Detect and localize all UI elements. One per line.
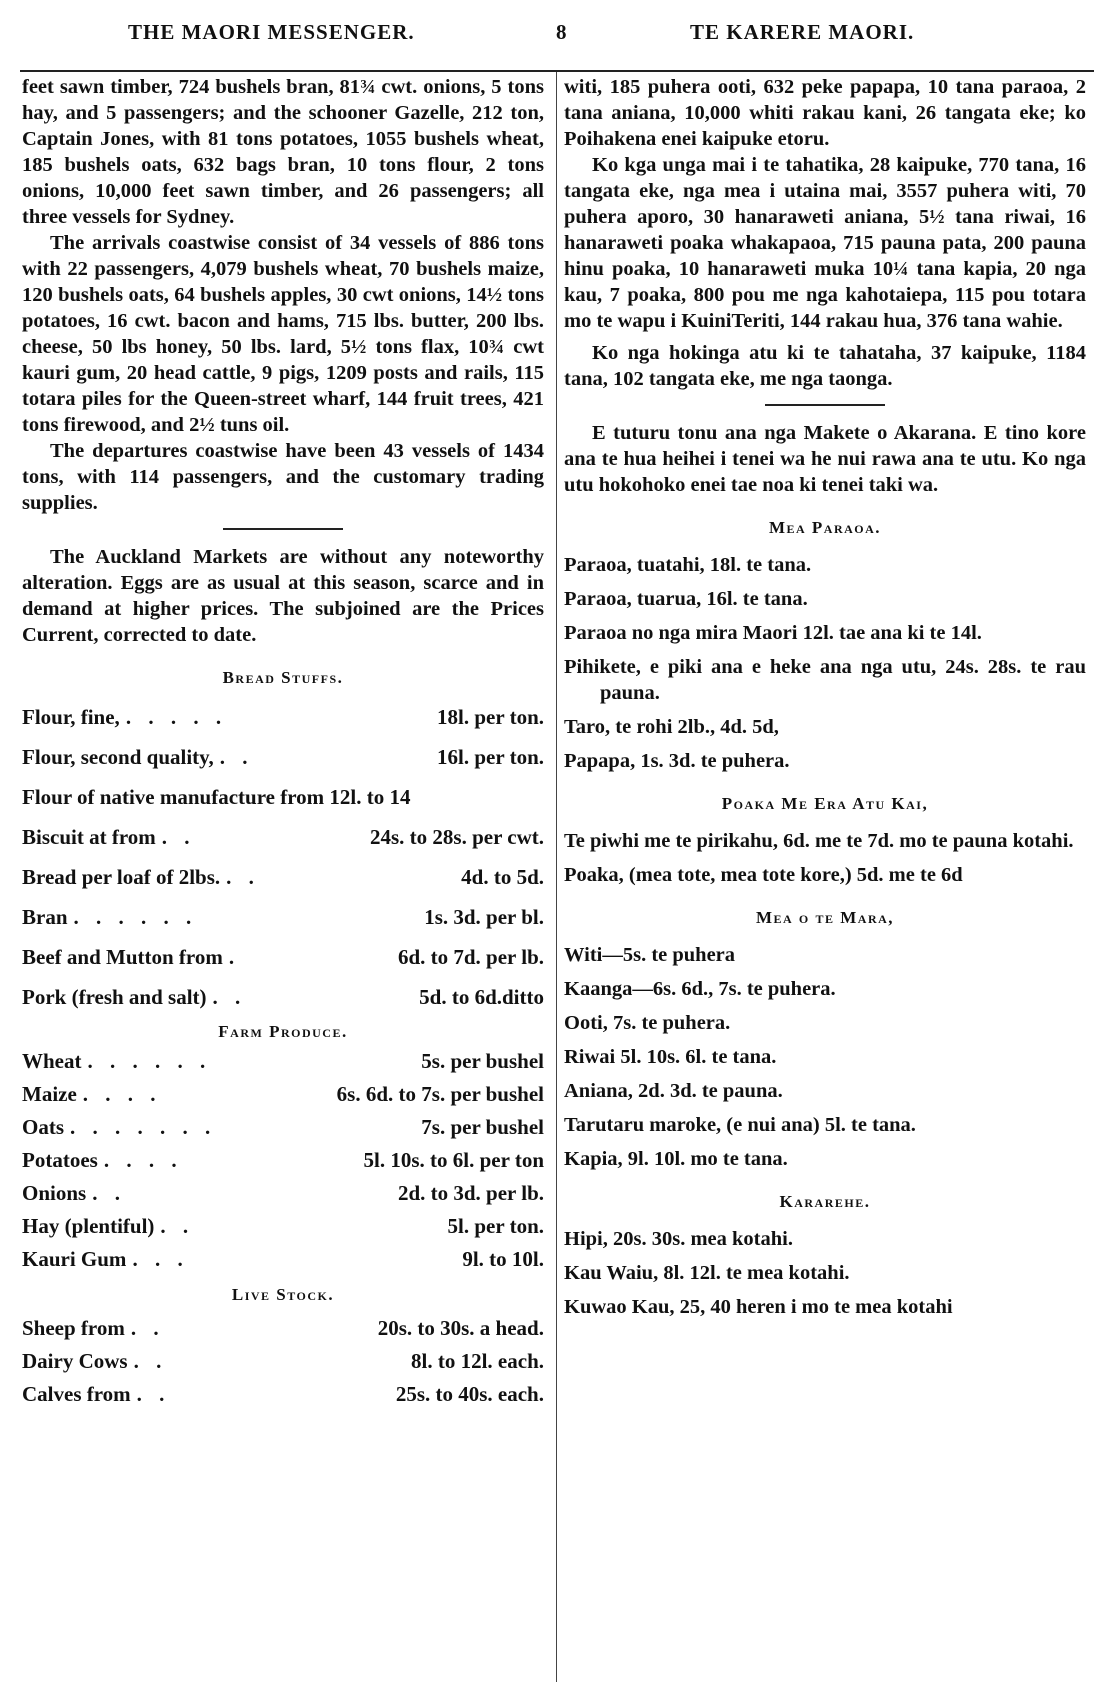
price-item-label: Maize bbox=[22, 1082, 77, 1106]
english-masthead: THE MAORI MESSENGER. bbox=[128, 20, 415, 44]
mea-o-te-mara-heading: Mea o te Mara, bbox=[755, 908, 895, 927]
price-item-label: Bread per loaf of 2lbs. bbox=[22, 865, 221, 889]
bread-stuffs-heading: Bread Stuffs. bbox=[222, 668, 344, 687]
price-item-value: 8l. to 12l. each. bbox=[411, 1349, 544, 1373]
price-line: Witi—5s. te puhera bbox=[564, 944, 736, 966]
maori-column bbox=[564, 74, 1086, 1328]
price-item-value: 6d. to 7d. per lb. bbox=[397, 945, 544, 969]
leader-dots: . . bbox=[133, 1349, 168, 1373]
price-line: Pihikete, e piki ana e heke ana nga utu, 24s. 28s. te rau pauna. bbox=[564, 656, 1086, 704]
leader-dots: . . . . bbox=[103, 1148, 183, 1172]
english-column bbox=[22, 74, 544, 1412]
leader-dots: . . . . . . . bbox=[70, 1115, 217, 1139]
price-line: Ooti, 7s. te puhera. bbox=[564, 1012, 731, 1034]
poaka-heading: Poaka Me Era Atu Kai, bbox=[721, 794, 929, 813]
price-line: Paraoa, tuatahi, 18l. te tana. bbox=[564, 554, 812, 576]
price-row bbox=[22, 1046, 544, 1077]
poaka-list bbox=[564, 828, 1086, 888]
leader-dots: . . bbox=[161, 825, 196, 849]
leader-dots: . . bbox=[160, 1214, 195, 1238]
shipping-paragraph-maori: witi, 185 puhera ooti, 632 peke papapa, 10 tana paraoa, 2 tana aniana, 10,000 whiti rakau kani, 26 tangata eke; ko Poihakena enei kaipuke etoru. bbox=[564, 76, 1086, 150]
farm-produce-heading: Farm Produce. bbox=[218, 1022, 348, 1041]
price-row bbox=[22, 1079, 544, 1110]
arrivals-paragraph-maori: Ko kga unga mai i te tahatika, 28 kaipuke, 770 tana, 16 tangata eke, nga mea i utaina mai, 3557 puhera witi, 70 puhera aporo, 30 hanaraweti aniana, 5½ tana riwai, 16 hanaraweti poaka whakapaoa, 715 pauna pata, 200 pauna hinu poaka, 10 hanaraweti muka 10¼ tana kapia, 20 nga kau, 7 poaka, 800 pou me nga kahotaiepa, 115 pou totara mo te wapu i KuiniTeriti, 144 rakau hua, 376 tana wahie. bbox=[564, 154, 1086, 332]
markets-paragraph: The Auckland Markets are without any noteworthy alteration. Eggs are as usual at this season, scarce and in demand at higher prices. The subjoined are the Prices Current, corrected to date. bbox=[22, 546, 544, 646]
departures-paragraph-maori: Ko nga hokinga atu ki te tahataha, 37 kaipuke, 1184 tana, 102 tangata eke, me nga taonga. bbox=[564, 342, 1086, 390]
column-divider bbox=[556, 72, 557, 1682]
mea-o-te-mara-list bbox=[564, 942, 1086, 1172]
price-item-value: 4d. to 5d. bbox=[461, 865, 544, 889]
price-line: Taro, te rohi 2lb., 4d. 5d, bbox=[564, 716, 779, 738]
farm-produce-list bbox=[22, 1046, 544, 1275]
header-rule bbox=[20, 70, 1094, 72]
markets-paragraph-maori: E tuturu tonu ana nga Makete o Akarana. E tino kore ana te hua heihei i tenei wa he nui rawa ana te utu. Ko nga utu hokohoko enei tae noa ki tenei taki wa. bbox=[564, 422, 1086, 496]
price-line: Kaanga—6s. 6d., 7s. te puhera. bbox=[564, 978, 836, 1000]
price-line: Tarutaru maroke, (e nui ana) 5l. te tana. bbox=[564, 1114, 916, 1136]
price-item-value: 16l. per ton. bbox=[437, 745, 544, 769]
price-row bbox=[22, 742, 544, 772]
page-header bbox=[0, 16, 1114, 50]
price-item-label: Bran bbox=[22, 905, 68, 929]
price-item-label: Pork (fresh and salt) bbox=[22, 985, 207, 1009]
price-item-label: Potatoes bbox=[22, 1148, 98, 1172]
leader-dots: . . . . . . bbox=[87, 1049, 212, 1073]
price-item-value: 5l. 10s. to 6l. per ton bbox=[363, 1148, 544, 1172]
price-item-label: Wheat bbox=[22, 1049, 82, 1073]
price-item-label: Beef and Mutton from bbox=[22, 945, 223, 969]
leader-dots: . . bbox=[212, 985, 247, 1009]
price-row bbox=[22, 702, 544, 732]
bread-stuffs-list bbox=[22, 702, 544, 1012]
price-item-label: Oats bbox=[22, 1115, 64, 1139]
kararehe-heading: Kararehe. bbox=[779, 1192, 871, 1211]
leader-dots: . . bbox=[136, 1382, 171, 1406]
departures-paragraph: The departures coastwise have been 43 vessels of 1434 tons, with 114 passengers, and the customary trading supplies. bbox=[22, 440, 544, 514]
price-row bbox=[22, 1211, 544, 1242]
arrivals-paragraph: The arrivals coastwise consist of 34 vessels of 886 tons with 22 passengers, 4,079 bushels wheat, 70 bushels maize, 120 bushels oats, 64 bushels apples, 30 cwt onions, 14½ tons potatoes, 16 cwt. bacon and hams, 715 lbs. butter, 200 lbs. cheese, 50 lbs honey, 50 lbs. lard, 5½ tons flax, 10¾ cwt kauri gum, 20 head cattle, 9 pigs, 1209 posts and rails, 115 totara piles for the Queen-street wharf, 144 fruit trees, 421 tons firewood, and 2½ tuns oil. bbox=[22, 232, 544, 436]
price-item-value: 25s. to 40s. each. bbox=[395, 1382, 544, 1406]
price-item-label: Flour, fine, bbox=[22, 705, 120, 729]
leader-dots: . . . . . bbox=[125, 705, 228, 729]
price-row bbox=[22, 942, 544, 972]
price-item-value: 9l. to 10l. bbox=[462, 1247, 544, 1271]
price-line: Paraoa no nga mira Maori 12l. tae ana ki te 14l. bbox=[564, 622, 982, 644]
leader-dots: . . bbox=[92, 1181, 126, 1205]
leader-dots: . bbox=[228, 945, 241, 969]
price-item-label: Biscuit at from bbox=[22, 825, 156, 849]
price-line: Papapa, 1s. 3d. te puhera. bbox=[564, 750, 790, 772]
leader-dots: . . . bbox=[132, 1247, 189, 1271]
mea-paraoa-heading: Mea Paraoa. bbox=[768, 518, 882, 537]
price-item-label: Dairy Cows bbox=[22, 1349, 128, 1373]
price-item-value: 1s. 3d. per bl. bbox=[424, 905, 544, 929]
price-item-value: 20s. to 30s. a head. bbox=[377, 1316, 544, 1340]
price-item-label: Flour, second quality, bbox=[22, 745, 214, 769]
price-line: Aniana, 2d. 3d. te pauna. bbox=[564, 1080, 783, 1102]
mea-paraoa-list bbox=[564, 552, 1086, 774]
price-row bbox=[22, 862, 544, 892]
price-row bbox=[22, 1313, 544, 1344]
leader-dots: . . bbox=[219, 745, 254, 769]
maori-masthead: TE KARERE MAORI. bbox=[690, 20, 915, 44]
section-rule-maori bbox=[765, 404, 885, 406]
shipping-paragraph: feet sawn timber, 724 bushels bran, 81¾ cwt. onions, 5 tons hay, and 5 passengers; and the schooner Gazelle, 212 ton, Captain Jones, with 81 tons potatoes, 1055 bushels wheat, 185 bushels oats, 632 bags bran, 10 tons flour, 2 tons onions, 10,000 feet sawn timber, and 26 passengers; all three vessels for Sydney. bbox=[22, 76, 544, 228]
price-row bbox=[22, 1244, 544, 1275]
price-item-label: Calves from bbox=[22, 1382, 131, 1406]
price-item-value: 18l. per ton. bbox=[437, 705, 544, 729]
price-item-label: Flour of native manufacture from 12l. to 14 bbox=[22, 785, 411, 809]
price-row bbox=[22, 822, 544, 852]
price-item-value: 2d. to 3d. per lb. bbox=[397, 1181, 544, 1205]
live-stock-list bbox=[22, 1313, 544, 1410]
price-item-label: Sheep from bbox=[22, 1316, 125, 1340]
price-row bbox=[22, 1112, 544, 1143]
price-item-label: Kauri Gum bbox=[22, 1247, 127, 1271]
price-line: Riwai 5l. 10s. 6l. te tana. bbox=[564, 1046, 777, 1068]
price-line: Kapia, 9l. 10l. mo te tana. bbox=[564, 1148, 788, 1170]
leader-dots: . . bbox=[226, 865, 260, 889]
leader-dots: . . . . bbox=[82, 1082, 162, 1106]
price-line: Kau Waiu, 8l. 12l. te mea kotahi. bbox=[564, 1262, 850, 1284]
price-row bbox=[22, 1178, 544, 1209]
live-stock-heading: Live Stock. bbox=[231, 1285, 335, 1304]
leader-dots: . . . . . . bbox=[73, 905, 198, 929]
price-item-label: Onions bbox=[22, 1181, 87, 1205]
leader-dots: . . bbox=[130, 1316, 165, 1340]
price-row bbox=[22, 1145, 544, 1176]
price-item-label: Hay (plentiful) bbox=[22, 1214, 155, 1238]
page-number: 8 bbox=[556, 20, 568, 44]
price-row bbox=[22, 982, 544, 1012]
price-row bbox=[22, 1346, 544, 1377]
price-line: Te piwhi me te pirikahu, 6d. me te 7d. mo te pauna kotahi. bbox=[564, 830, 1074, 852]
price-row bbox=[22, 1379, 544, 1410]
price-row bbox=[22, 902, 544, 932]
price-line: Poaka, (mea tote, mea tote kore,) 5d. me te 6d bbox=[564, 864, 963, 886]
price-item-value: 7s. per bushel bbox=[421, 1115, 544, 1139]
kararehe-list bbox=[564, 1226, 1086, 1320]
price-line: Hipi, 20s. 30s. mea kotahi. bbox=[564, 1228, 793, 1250]
price-line: Paraoa, tuarua, 16l. te tana. bbox=[564, 588, 808, 610]
price-item-value: 24s. to 28s. per cwt. bbox=[369, 825, 544, 849]
price-row bbox=[22, 782, 544, 812]
price-item-value: 5s. per bushel bbox=[421, 1049, 544, 1073]
section-rule bbox=[223, 528, 343, 530]
price-item-value: 5l. per ton. bbox=[447, 1214, 544, 1238]
price-line: Kuwao Kau, 25, 40 heren i mo te mea kotahi bbox=[564, 1296, 953, 1318]
price-item-value: 6s. 6d. to 7s. per bushel bbox=[336, 1082, 544, 1106]
price-item-value: 5d. to 6d.ditto bbox=[419, 985, 544, 1009]
